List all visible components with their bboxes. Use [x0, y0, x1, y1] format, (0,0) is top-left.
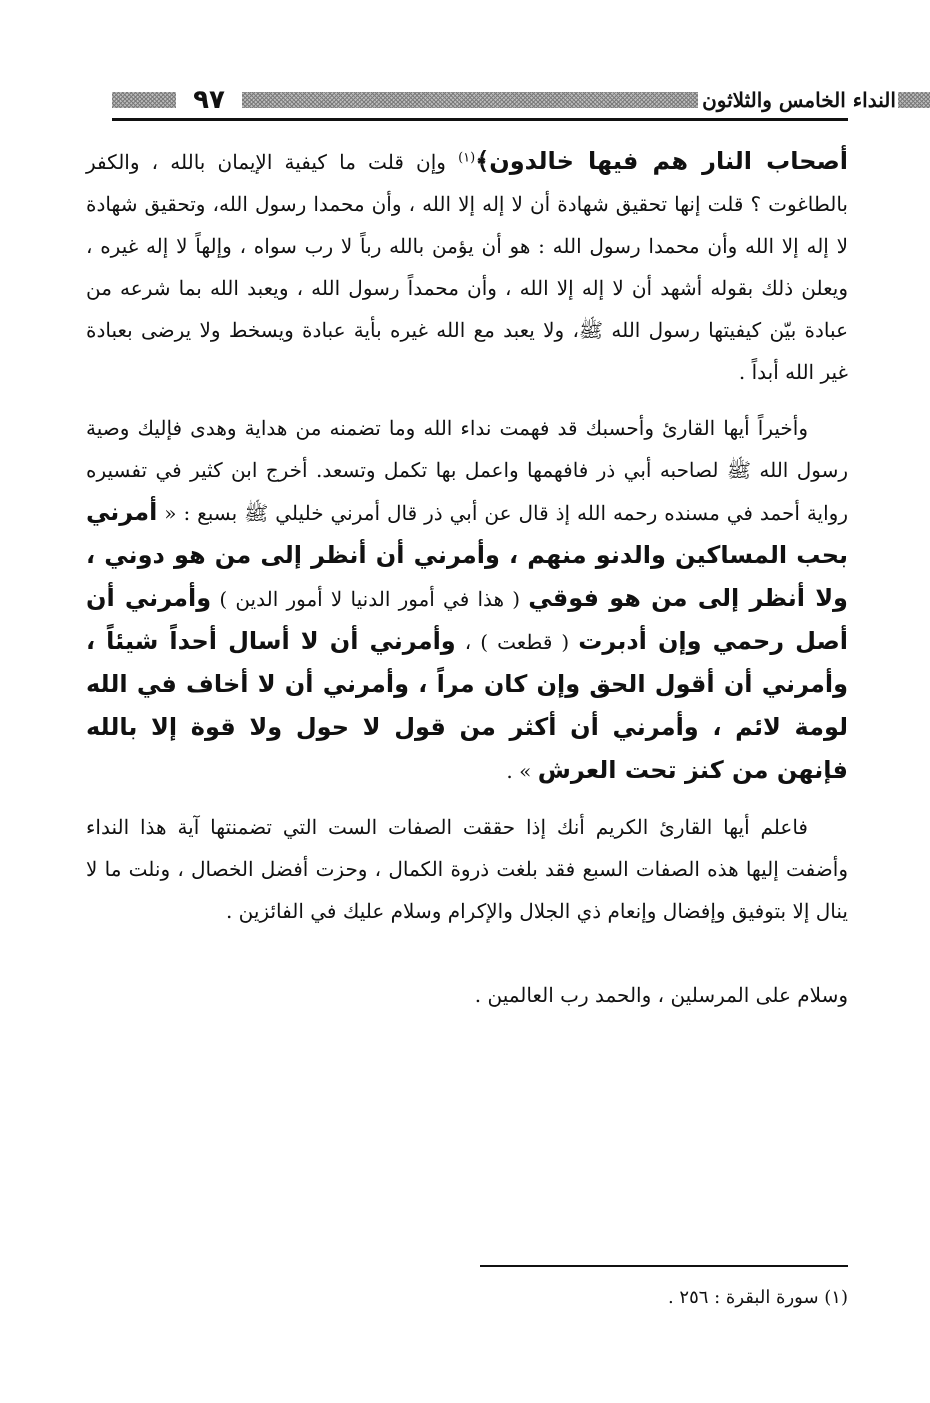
running-title: النداء الخامس والثلاثون: [702, 88, 896, 112]
running-header: [112, 84, 896, 116]
closing-line: وسلام على المرسلين ، والحمد رب العالمين .: [474, 983, 848, 1007]
paragraph-3: [86, 806, 848, 932]
page-number: ٩٧: [193, 85, 225, 115]
footnote-rule: [480, 1265, 848, 1267]
hadith-text: وأمرني أن أصل رحمي وإن أدبرت: [86, 584, 849, 655]
paragraph-text: ( قطعت ) ،: [455, 630, 579, 654]
paragraph-text: فاعلم أيها القارئ الكريم أنك إذا حققت الصفات الست التي تضمنتها آية هذا النداء وأضفت إليها هذه الصفات السبع فقد بلغت ذروة الكمال ، وحزت أفضل الخصال ، ونلت ما لا ينال إلا بتوفيق وإفضال وإنعام ذي الجلال والإكرام وسلام عليك في الفائزين .: [86, 815, 848, 923]
header-ornament-right: [898, 92, 930, 108]
body-text: [86, 140, 848, 946]
footnote: (١) سورة البقرة : ٢٥٦ .: [667, 1287, 848, 1308]
paragraph-text: » .: [506, 759, 538, 783]
paragraph-text: وإن قلت ما كيفية الإيمان بالله ، والكفر بالطاغوت ؟ قلت إنها تحقيق شهادة أن لا إله إلا الله ، وأن محمدا رسول الله، وتحقيق شهادة لا إله إلا الله وأن محمدا رسول الله : هو أن يؤمن بالله رباً لا رب سواه ، وإلهاً لا إله غيره ، ويعلن ذلك بقوله أشهد أن لا إله إلا الله ، وأن محمداً رسول الله ، ويعبد الله بما شرعه من عبادة بيّن كيفيتها رسول الله ﷺ، ولا يعبد مع الله غيره بأية عبادة ويسخط ولا يرضى بعبادة غير الله أبداً .: [86, 150, 848, 384]
paragraph-text: وأخيراً أيها القارئ وأحسبك قد فهمت نداء الله وما تضمنه من هداية وهدى فإليك وصية رسول الله ﷺ لصاحبه أبي ذر فافهمها واعمل بها تكمل وتسعد. أخرج ابن كثير في تفسيره رواية أحمد في مسنده رحمه الله إذ قال عن أبي ذر قال أمرني خليلي ﷺ بسبع : «: [86, 416, 848, 525]
paragraph-1: [86, 140, 848, 393]
header-ornament-middle: [242, 92, 698, 108]
hadith-text: وأمرني أن لا أسال أحداً شيئاً ، وأمرني أن أقول الحق وإن كان مراً ، وأمرني أن لا أخاف في الله لومة لائم ، وأمرني أن أكثر من قول لا حول ولا قوة إلا بالله فإنهن من كنز تحت العرش: [86, 627, 848, 784]
paragraph-text: ( هذا في أمور الدنيا لا أمور الدين ): [211, 587, 529, 611]
footnote-reference: (١): [458, 150, 476, 166]
header-ornament-left: [112, 92, 176, 108]
quran-verse: أصحاب النار هم فيها خالدون﴾: [475, 147, 848, 175]
paragraph-2: [86, 407, 848, 792]
header-rule: [112, 118, 848, 121]
hadith-text: أمرني بحب المساكين والدنو منهم ، وأمرني أن أنظر إلى من هو دوني ، ولا أنظر إلى من هو فوقي: [86, 498, 848, 612]
